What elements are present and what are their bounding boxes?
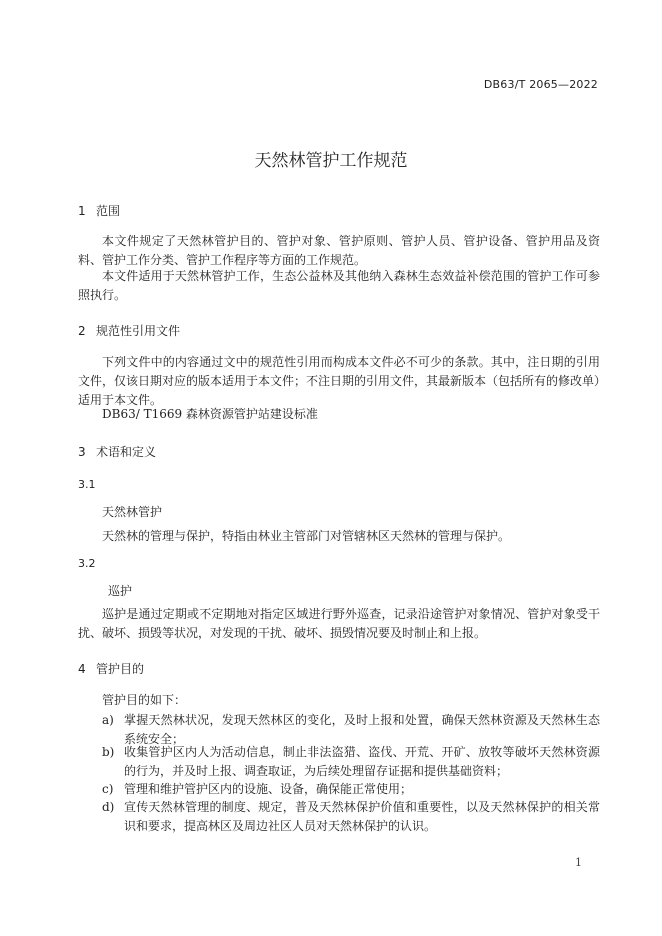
term-definition-3-1: 天然林的管理与保护，特指由林业主管部门对管辖林区天然林的管理与保护。	[102, 529, 511, 543]
section-4-heading	[78, 660, 144, 677]
section-1-heading	[78, 202, 120, 219]
term-number-3-2: 3.2	[78, 557, 96, 570]
normative-reference: DB63/ T1669 森林资源管护站建设标准	[102, 407, 318, 421]
list-item-label: b)	[102, 745, 115, 759]
list-item	[102, 798, 600, 836]
document-code: DB63/T 2065—2022	[483, 78, 598, 91]
section-number: 4	[78, 662, 86, 676]
section-number: 2	[78, 324, 86, 338]
section-1-paragraph-1: 本文件规定了天然林管护目的、管护对象、管护原则、管护人员、管护设备、管护用品及资料、管护工作分类、管护工作程序等方面的工作规范。	[78, 234, 600, 267]
section-2-heading	[78, 322, 180, 339]
document-title: 天然林管护工作规范	[254, 151, 408, 171]
section-2-paragraph-1: 下列文件中的内容通过文中的规范性引用而构成本文件必不可少的条款。其中，注日期的引用文件，仅该日期对应的版本适用于本文件；不注日期的引用文件，其最新版本（包括所有的修改单）适用于本文件。	[78, 355, 601, 407]
term-definition-3-2: 巡护是通过定期或不定期地对指定区域进行野外巡查，记录沿途管护对象情况、管护对象受干扰、破坏、损毁等状况，对发现的干扰、破坏、损毁情况要及时制止和上报。	[78, 607, 600, 640]
list-item-label: a)	[102, 713, 114, 727]
page-number: 1	[575, 856, 582, 869]
section-title: 术语和定义	[96, 445, 157, 459]
list-item	[102, 743, 600, 781]
section-title: 管护目的	[96, 662, 145, 676]
term-natural-forest-management: 天然林管护	[102, 505, 163, 519]
list-item-label: d)	[102, 800, 115, 814]
section-number: 1	[78, 204, 86, 218]
section-number: 3	[78, 445, 86, 459]
section-4-intro: 管护目的如下：	[102, 693, 187, 707]
section-title: 规范性引用文件	[96, 324, 181, 338]
term-patrol: 巡护	[108, 584, 133, 598]
section-1-paragraph-2: 本文件适用于天然林管护工作，生态公益林及其他纳入森林生态效益补偿范围的管护工作可参照执行。	[78, 269, 600, 302]
list-item-text: 宣传天然林管理的制度、规定，普及天然林保护价值和重要性，以及天然林保护的相关常识和要求，提高林区及周边社区人员对天然林保护的认识。	[124, 800, 600, 833]
list-item	[102, 780, 600, 799]
list-item-text: 掌握天然林状况，发现天然林区的变化，及时上报和处置，确保天然林资源及天然林生态系统安全；	[124, 713, 600, 746]
list-item-text: 收集管护区内人为活动信息，制止非法盗猎、盗伐、开荒、开矿、放牧等破坏天然林资源的行为，并及时上报、调查取证，为后续处理留存证据和提供基础资料；	[124, 745, 600, 778]
list-item-text: 管理和维护管护区内的设施、设备，确保能正常使用；	[124, 782, 413, 796]
section-3-heading	[78, 443, 156, 460]
list-item-label: c)	[102, 782, 114, 796]
term-number-3-1: 3.1	[78, 478, 96, 491]
section-title: 范围	[96, 204, 121, 218]
